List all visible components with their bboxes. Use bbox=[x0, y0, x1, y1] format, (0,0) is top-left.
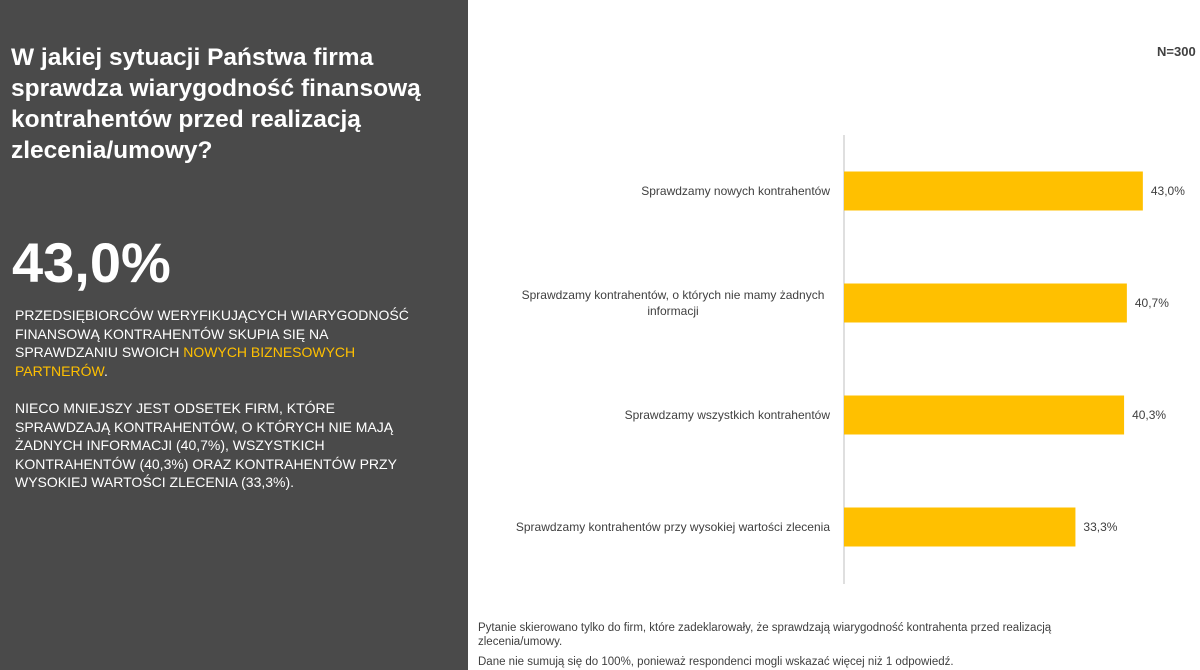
summary-highlight: NOWYCH BIZNESOWYCH PARTNERÓW bbox=[15, 344, 356, 379]
bar-3 bbox=[844, 508, 1075, 547]
category-label-line: Sprawdzamy kontrahentów przy wysokiej wartości zlecenia bbox=[515, 520, 830, 534]
bar-2 bbox=[844, 396, 1124, 435]
headline-percent: 43,0% bbox=[12, 231, 171, 294]
category-label-line: Sprawdzamy kontrahentów, o których nie mamy żadnych bbox=[521, 288, 825, 302]
summary-end: . bbox=[103, 362, 108, 379]
bar-1 bbox=[844, 284, 1127, 323]
bar-0 bbox=[844, 172, 1143, 211]
category-label-1 bbox=[522, 288, 825, 318]
category-label-3 bbox=[516, 520, 830, 534]
summary-text: PRZEDSIĘBIORCÓW WERYFIKUJĄCYCH WIARYGODNOŚĆ FINANSOWĄ KONTRAHENTÓW SKUPIA SIĘ NA SPRAWDZANIU SWOICH bbox=[15, 307, 409, 360]
summary-paragraph-1 bbox=[15, 306, 410, 380]
category-label-2 bbox=[625, 408, 831, 422]
value-label-2: 40,3% bbox=[1132, 408, 1167, 422]
category-label-line: Sprawdzamy nowych kontrahentów bbox=[641, 184, 830, 198]
footnote-question-scope: Pytanie skierowano tylko do firm, które zadeklarowały, że sprawdzają wiarygodność kontrahenta przed realizacją zlecenia/umowy. bbox=[478, 622, 1052, 648]
survey-question: W jakiej sytuacji Państwa firma sprawdza wiarygodność finansową kontrahentów przed realizacją zlecenia/umowy? bbox=[11, 44, 421, 164]
bar-chart bbox=[468, 0, 1200, 600]
category-label-line: informacji bbox=[647, 304, 699, 318]
left-panel bbox=[0, 0, 468, 670]
category-label-line: Sprawdzamy wszystkich kontrahentów bbox=[624, 408, 830, 422]
value-label-0: 43,0% bbox=[1150, 184, 1185, 198]
category-label-0 bbox=[641, 184, 830, 198]
value-label-3: 33,3% bbox=[1083, 520, 1118, 534]
footnote-multiple-answers: Dane nie sumują się do 100%, ponieważ respondenci mogli wskazać więcej niż 1 odpowiedź. bbox=[478, 656, 954, 668]
summary-paragraph-2: NIECO MNIEJSZY JEST ODSETEK FIRM, KTÓRE SPRAWDZAJĄ KONTRAHENTÓW, O KTÓRYCH NIE MAJĄ ŻADNYCH INFORMACJI (40,7%), WSZYSTKICH KONTRAHENTÓW (40,3%) ORAZ KONTRAHENTÓW PRZY WYSOKIEJ WARTOŚCI ZLECENIA (33,3%). bbox=[15, 400, 397, 490]
value-label-1: 40,7% bbox=[1134, 296, 1169, 310]
sample-size-label: N=300 bbox=[1157, 44, 1196, 59]
